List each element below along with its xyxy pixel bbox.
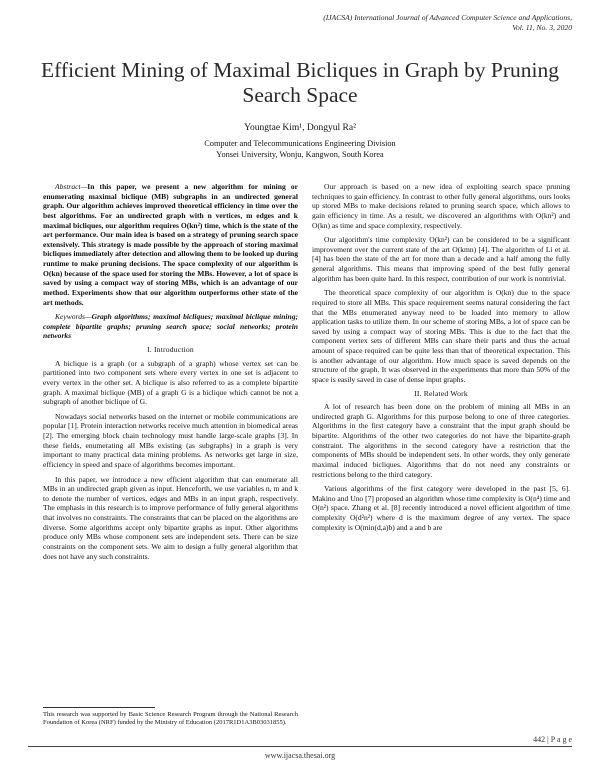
footnote: This research was supported by Basic Science Research Program through the National Research Foundation of Korea (NRF) funded by the Ministry of Education (2017R1D1A3B03031855). (43, 711, 298, 727)
journal-volume: Vol. 11, No. 3, 2020 (512, 22, 572, 32)
body-paragraph: Our approach is based on a new idea of exploiting search space pruning techniques to gain efficiency. In contrast to other fully general algorithms, ours looks up stored MBs to make decisions related to pruning search space, which allows to gain efficiency in time. As a result, we discovered an algorithms with O(kn²) and O(kn) as time and space complexity, respectively. (312, 182, 570, 230)
intro-paragraph: In this paper, we introduce a new efficient algorithm that can enumerate all MBs in an undirected graph given as input. Henceforth, we use variables n, m and k to denote the number of vertices, edges and MBs in an input graph, respectively. The emphasis in this research is to improve performance of fully general algorithms that involves no constraints. The constraints that can be placed on the algorithms are diverse. Some algorithms accept only bipartite graphs as input. Other algorithms produce only MBs whose component sets are independent sets. There can be size constraints on the component sets. We aim to design a fully general algorithm that does not have any such constraints. (43, 474, 298, 561)
abstract (43, 182, 298, 307)
section-heading-related-work: II. Related Work (414, 388, 468, 398)
affiliation-division: Computer and Telecommunications Engineering Division (204, 139, 396, 148)
body-paragraph: Our algorithm's time complexity O(kn²) can be considered to be a significant improvement over the current state of the art O(kmn) [4]. The algorithm of Li et al. [4] has been the state of the art for more than a decade and a half among the fully general algorithms. This means that improving speed of the best fully general algorithm has been quite hard. In this respect, contribution of our work is nontrivial. (312, 235, 570, 283)
keywords-label: Keywords— (55, 312, 92, 322)
footer-divider (28, 746, 572, 747)
abstract-text: In this paper, we present a new algorithm for mining or enumerating maximal biclique (MB) subgraphs in an undirected general graph. Our algorithm achieves improved theoretical efficiency in time over the best algorithms. For an undirected graph with n vertices, m edges and k maximal bicliques, our algorithm requires O(kn²) time, which is the state of the art performance. Our main idea is based on a strategy of pruning search space extensively. This strategy is made possible by the approach of storing maximal bicliques immediately after detection and allowing them to be looked up during runtime to make pruning decisions. The space complexity of our algorithm is O(kn) because of the space used for storing the MBs. However, a lot of space is saved by using a compact way of storing MBs, which is an advantage of our method. Experiments show that our algorithm outperforms other state of the art methods. (43, 182, 298, 307)
journal-url: www.ijacsa.thesai.org (264, 751, 336, 760)
keywords-text: Graph algorithms; maximal bicliques; maximal biclique mining; complete bipartite graphs; pruning search space; social networks; protein networks (43, 312, 298, 341)
affiliation (0, 139, 600, 160)
affiliation-university: Yonsei University, Wonju, Kangwon, South Korea (216, 149, 384, 159)
related-paragraph: A lot of research has been done on the problem of mining all MBs in an undirected graph G. Algorithms for this purpose belong to one of three categories. Algorithms in the first category have a constraint that the input graph should be bipartite. Algorithms of the other two categories do not have the bipartite-graph constraint. The algorithms in the second category have a restriction that the components of MBs should be independent sets. In other words, they only generate maximal induced bicliques. Algorithms that do not need any constraints or restrictions belong to the third category. (312, 402, 570, 479)
keywords (43, 312, 298, 341)
intro-paragraph: Nowadays social networks based on the internet or mobile communications are popular [1]. Protein interaction networks receive much attention in biomedical areas [2]. The emerging block chain technology must handle large-scale graphs [3]. In these fields, enumerating all MBs existing (as subgraphs) in a graph is very important to many practical data mining problems. As networks get large in size, efficiency in speed and space of algorithms becomes important. (43, 411, 298, 469)
related-paragraph: Various algorithms of the first category were developed in the past [5, 6]. Makino and Uno [7] proposed an algorithm whose time complexity is O(n⁴) time and O(n²) space. Zhang et al. [8] recently introduced a novel efficient algorithm of time complexity O(d²n²) where d is the maximum degree of any vertex. The space complexity is O(min(d,a)b) and a and b are (312, 484, 570, 532)
journal-header (323, 13, 572, 32)
body-paragraph: The theoretical space complexity of our algorithm is O(kn) due to the space required to store all MBs. This space requirement seems natural considering the fact that the MBs enumerated anyway need to be loaded into memory to allow application tasks to utilize them. In our scheme of storing MBs, a lot of space can be saved by using a compact way of storing MBs. This is due to the fact that the component vertex sets of different MBs can share their parts and thus the actual amount of space required can be quite less than that of theoretical expectation. This is another advantage of our algorithm. How much space is saved depends on the structure of the graph. It was observed in the experiments that more than 50% of the space is easily saved in case of dense input graphs. (312, 288, 570, 384)
intro-paragraph: A biclique is a graph (or a subgraph of a graph) whose vertex set can be partitioned into two component sets where every vertex in one set is adjacent to every vertex in the other set. A biclique is also referred to as a complete bipartite graph. A maximal biclique (MB) of a graph G is a biclique which cannot be not a subgraph of another biclique of G. (43, 358, 298, 407)
abstract-label: Abstract— (55, 182, 88, 191)
section-heading-introduction: I. Introduction (147, 345, 194, 354)
authors: Youngtae Kim¹, Dongyul Ra² (244, 123, 356, 133)
footnote-divider (43, 707, 155, 708)
right-column (312, 182, 570, 532)
left-column (43, 182, 298, 561)
page-number: 442 | P a g e (533, 735, 572, 744)
journal-name: (IJACSA) International Journal of Advanced Computer Science and Applications, (323, 13, 572, 22)
paper-title: Efficient Mining of Maximal Bicliques in Graph by Pruning Search Space (41, 58, 559, 107)
